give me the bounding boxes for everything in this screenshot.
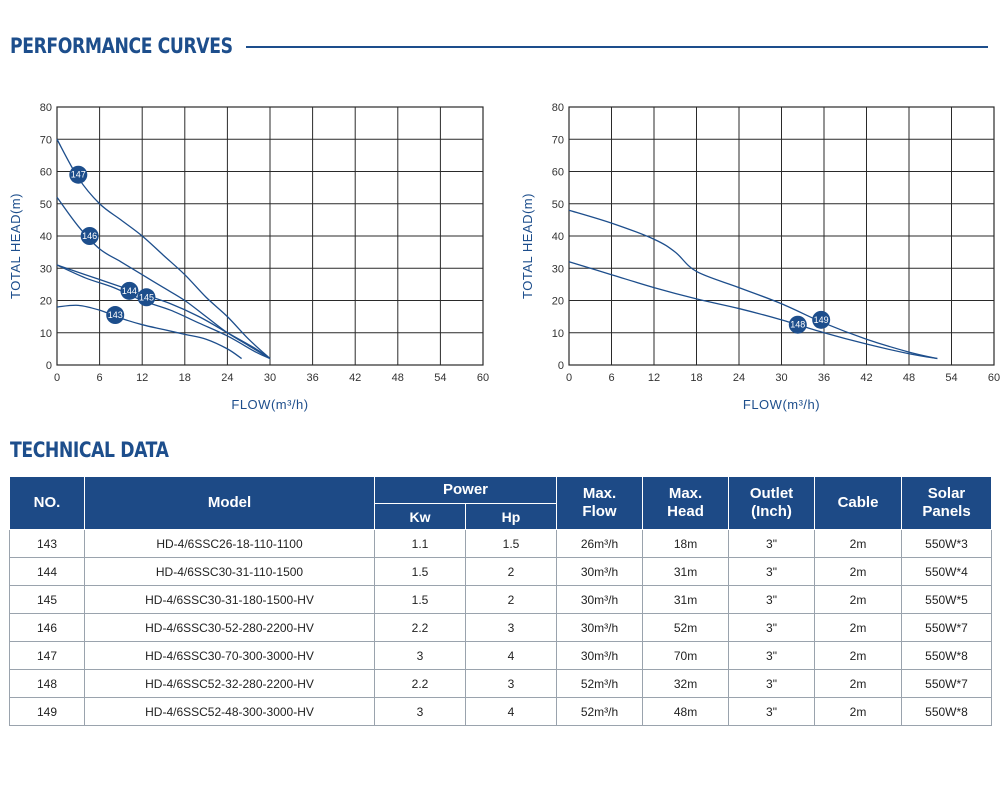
x-tick-label: 54 — [434, 372, 447, 384]
cell-model: HD-4/6SSC30-31-180-1500-HV — [85, 586, 375, 614]
marker-label: 144 — [121, 285, 137, 296]
table-row — [10, 558, 992, 586]
y-tick-label: 30 — [39, 263, 52, 276]
x-tick-label: 18 — [178, 372, 191, 384]
curve-marker-146 — [81, 227, 99, 245]
x-tick-label: 0 — [53, 372, 61, 384]
cell-hp: 4 — [466, 698, 557, 726]
table-row — [10, 530, 992, 558]
cell-solar-panels: 550W*8 — [902, 698, 992, 726]
performance-chart-left — [0, 95, 500, 425]
y-tick-label: 30 — [551, 263, 564, 276]
cell-no: 147 — [10, 642, 85, 670]
header-outlet — [729, 477, 815, 530]
y-tick-label: 20 — [39, 295, 52, 308]
cell-cable: 2m — [815, 670, 902, 698]
header-max-flow-line2: Flow — [582, 503, 617, 520]
x-tick-label: 24 — [221, 372, 234, 384]
marker-label: 145 — [138, 292, 154, 303]
cell-max-head: 52m — [643, 614, 729, 642]
y-tick-label: 70 — [551, 134, 564, 147]
cell-kw: 3 — [375, 698, 466, 726]
cell-hp: 2 — [466, 586, 557, 614]
header-max-head-line2: Head — [667, 503, 704, 520]
cell-solar-panels: 550W*7 — [902, 614, 992, 642]
y-tick-label: 70 — [39, 134, 52, 147]
cell-hp: 2 — [466, 558, 557, 586]
header-max-head-line1: Max. — [668, 485, 703, 502]
y-axis-label: TOTAL HEAD(m) — [520, 193, 535, 299]
y-tick-label: 40 — [551, 231, 564, 243]
cell-model: HD-4/6SSC52-48-300-3000-HV — [85, 698, 375, 726]
technical-data-table — [9, 476, 992, 726]
cell-no: 143 — [10, 530, 85, 558]
y-tick-label: 20 — [551, 295, 564, 308]
x-axis-label: FLOW(m³/h) — [231, 397, 309, 412]
cell-max-flow: 30m³/h — [557, 614, 643, 642]
x-tick-label: 42 — [349, 372, 362, 384]
cell-max-flow: 26m³/h — [557, 530, 643, 558]
cell-solar-panels: 550W*8 — [902, 642, 992, 670]
cell-model: HD-4/6SSC52-32-280-2200-HV — [85, 670, 375, 698]
header-hp: Hp — [466, 504, 557, 530]
x-tick-label: 60 — [987, 372, 1001, 384]
x-axis-label: FLOW(m³/h) — [742, 397, 821, 412]
x-tick-label: 60 — [476, 372, 490, 384]
table-row — [10, 586, 992, 614]
marker-label: 147 — [70, 169, 86, 180]
table-row — [10, 642, 992, 670]
cell-solar-panels: 550W*4 — [902, 558, 992, 586]
y-axis-label: TOTAL HEAD(m) — [8, 193, 23, 299]
x-tick-label: 12 — [136, 372, 149, 384]
cell-cable: 2m — [815, 642, 902, 670]
table-row — [10, 614, 992, 642]
cell-max-flow: 30m³/h — [557, 642, 643, 670]
curve-147 — [57, 139, 270, 358]
x-tick-label: 12 — [647, 372, 661, 384]
cell-max-head: 32m — [643, 670, 729, 698]
cell-kw: 1.5 — [375, 558, 466, 586]
x-tick-label: 24 — [732, 372, 746, 384]
cell-max-head: 18m — [643, 530, 729, 558]
cell-outlet: 3" — [729, 614, 815, 642]
marker-label: 146 — [82, 231, 98, 241]
grid-lines — [569, 107, 994, 365]
y-tick-label: 80 — [39, 102, 52, 114]
x-tick-label: 0 — [565, 372, 573, 384]
cell-outlet: 3" — [729, 586, 815, 614]
cell-hp: 1.5 — [466, 530, 557, 558]
header-model: Model — [85, 477, 375, 530]
x-tick-label: 54 — [945, 372, 958, 384]
x-tick-label: 48 — [391, 372, 404, 384]
cell-hp: 3 — [466, 614, 557, 642]
table-row — [10, 698, 992, 726]
cell-max-flow: 52m³/h — [557, 698, 643, 726]
cell-cable: 2m — [815, 586, 902, 614]
marker-label: 149 — [813, 314, 829, 325]
y-tick-label: 50 — [39, 198, 52, 211]
y-tick-label: 80 — [551, 102, 564, 114]
y-tick-label: 0 — [557, 360, 564, 372]
cell-no: 145 — [10, 586, 85, 614]
cell-no: 148 — [10, 670, 85, 698]
cell-no: 149 — [10, 698, 85, 726]
cell-max-flow: 30m³/h — [557, 586, 643, 614]
cell-no: 144 — [10, 558, 85, 586]
cell-model: HD-4/6SSC30-52-280-2200-HV — [85, 614, 375, 642]
header-outlet-line1: Outlet — [749, 485, 794, 502]
curve-146 — [57, 197, 270, 358]
x-tick-label: 6 — [96, 372, 103, 384]
cell-kw: 2.2 — [375, 614, 466, 642]
curve-marker-144 — [120, 282, 138, 300]
header-max-flow — [557, 477, 643, 530]
y-tick-label: 10 — [551, 327, 564, 340]
grid-lines — [57, 107, 483, 365]
cell-kw: 3 — [375, 642, 466, 670]
cell-model: HD-4/6SSC30-70-300-3000-HV — [85, 642, 375, 670]
marker-label: 148 — [790, 319, 806, 330]
header-power: Power — [375, 477, 557, 504]
marker-label: 143 — [107, 310, 123, 321]
x-tick-label: 48 — [902, 372, 916, 384]
cell-cable: 2m — [815, 558, 902, 586]
curve-143 — [57, 305, 242, 358]
cell-hp: 3 — [466, 670, 557, 698]
performance-chart-right — [512, 95, 1008, 425]
cell-max-head: 70m — [643, 642, 729, 670]
x-tick-label: 18 — [690, 372, 703, 384]
cell-max-head: 48m — [643, 698, 729, 726]
x-tick-label: 30 — [775, 372, 788, 384]
header-solar-line2: Panels — [922, 503, 971, 520]
cell-outlet: 3" — [729, 670, 815, 698]
cell-kw: 2.2 — [375, 670, 466, 698]
cell-cable: 2m — [815, 530, 902, 558]
header-kw: Kw — [375, 504, 466, 530]
cell-max-flow: 30m³/h — [557, 558, 643, 586]
cell-max-head: 31m — [643, 558, 729, 586]
curve-marker-145 — [137, 288, 155, 306]
curve-149 — [569, 210, 937, 358]
header-solar-line1: Solar — [927, 485, 966, 502]
y-tick-label: 50 — [551, 198, 564, 211]
performance-curves-heading: PERFORMANCE CURVES — [10, 34, 233, 58]
cell-max-head: 31m — [643, 586, 729, 614]
cell-outlet: 3" — [729, 530, 815, 558]
x-tick-label: 36 — [306, 372, 319, 384]
cell-no: 146 — [10, 614, 85, 642]
x-tick-label: 30 — [263, 372, 277, 384]
header-max-flow-line1: Max. — [582, 485, 617, 502]
header-outlet-line2: (Inch) — [751, 503, 792, 520]
y-tick-label: 10 — [39, 327, 52, 340]
x-tick-label: 36 — [817, 372, 831, 384]
cell-cable: 2m — [815, 698, 902, 726]
header-cable: Cable — [815, 477, 902, 530]
curve-marker-143 — [106, 306, 124, 324]
y-tick-label: 40 — [39, 231, 52, 243]
x-tick-label: 6 — [608, 372, 615, 384]
technical-data-heading: TECHNICAL DATA — [10, 438, 169, 462]
cell-kw: 1.5 — [375, 586, 466, 614]
table-body — [10, 530, 992, 726]
y-tick-label: 60 — [551, 166, 564, 179]
cell-model: HD-4/6SSC26-18-110-1100 — [85, 530, 375, 558]
cell-model: HD-4/6SSC30-31-110-1500 — [85, 558, 375, 586]
curve-marker-148 — [789, 316, 807, 334]
cell-solar-panels: 550W*5 — [902, 586, 992, 614]
cell-outlet: 3" — [729, 698, 815, 726]
y-tick-label: 0 — [45, 360, 52, 372]
curve-144 — [57, 265, 270, 359]
curve-marker-149 — [812, 311, 830, 329]
y-tick-label: 60 — [39, 166, 52, 179]
header-solar-panels — [902, 477, 992, 530]
header-max-head — [643, 477, 729, 530]
cell-cable: 2m — [815, 614, 902, 642]
header-no: NO. — [10, 477, 85, 530]
cell-solar-panels: 550W*7 — [902, 670, 992, 698]
x-tick-label: 42 — [860, 372, 873, 384]
cell-solar-panels: 550W*3 — [902, 530, 992, 558]
cell-kw: 1.1 — [375, 530, 466, 558]
cell-outlet: 3" — [729, 642, 815, 670]
curve-marker-147 — [69, 166, 87, 184]
heading-rule — [246, 46, 988, 48]
cell-max-flow: 52m³/h — [557, 670, 643, 698]
cell-hp: 4 — [466, 642, 557, 670]
cell-outlet: 3" — [729, 558, 815, 586]
table-row — [10, 670, 992, 698]
